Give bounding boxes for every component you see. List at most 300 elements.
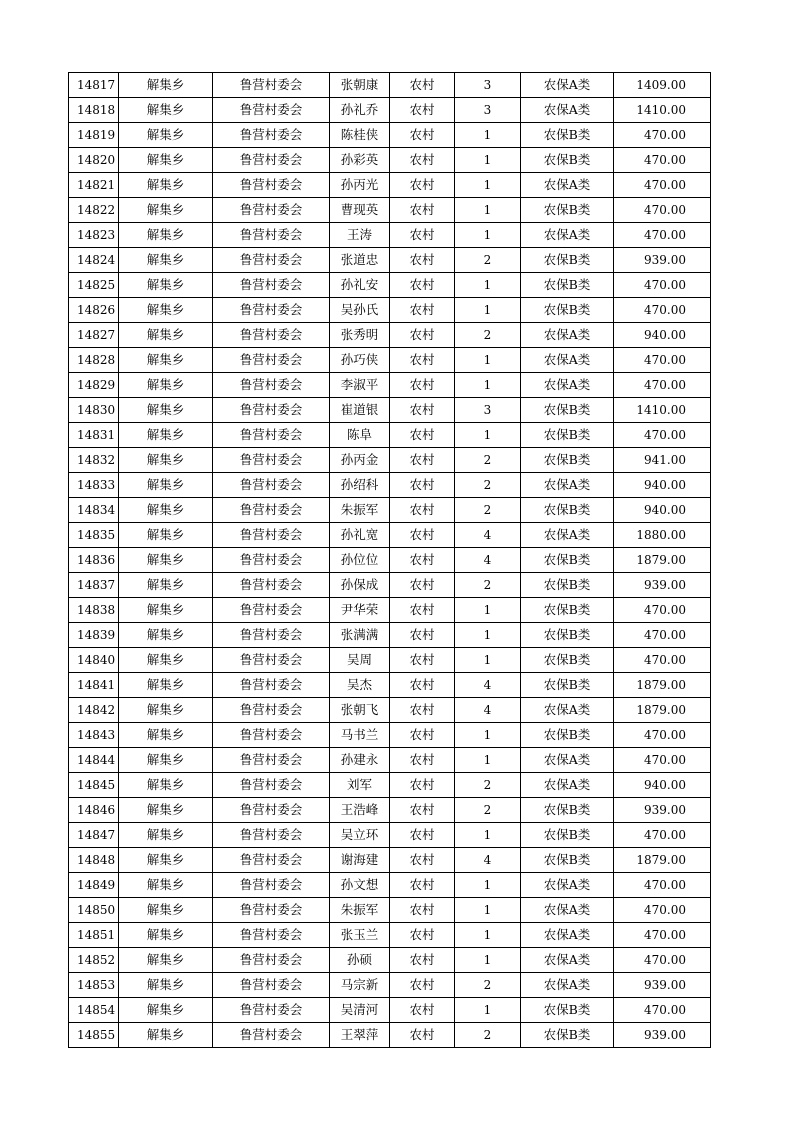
table-row [69,748,711,773]
cell-village-committee: 鲁营村委会 [213,998,330,1023]
cell-insurance-category: 农保B类 [521,598,614,623]
cell-township: 解集乡 [119,498,213,523]
cell-household-count: 4 [455,848,521,873]
cell-person-name: 张玉兰 [330,923,390,948]
cell-township: 解集乡 [119,223,213,248]
cell-amount: 1409.00 [614,73,711,98]
table-row [69,498,711,523]
table-row [69,648,711,673]
cell-village-committee: 鲁营村委会 [213,348,330,373]
cell-area-type: 农村 [390,923,455,948]
cell-household-count: 4 [455,548,521,573]
cell-insurance-category: 农保A类 [521,473,614,498]
cell-insurance-category: 农保A类 [521,98,614,123]
cell-village-committee: 鲁营村委会 [213,248,330,273]
cell-person-name: 吴立环 [330,823,390,848]
cell-amount: 470.00 [614,373,711,398]
cell-village-committee: 鲁营村委会 [213,598,330,623]
cell-insurance-category: 农保B类 [521,723,614,748]
cell-township: 解集乡 [119,398,213,423]
cell-person-name: 孙保成 [330,573,390,598]
cell-household-count: 2 [455,323,521,348]
cell-village-committee: 鲁营村委会 [213,923,330,948]
cell-household-count: 1 [455,748,521,773]
cell-person-name: 马书兰 [330,723,390,748]
cell-area-type: 农村 [390,398,455,423]
cell-village-committee: 鲁营村委会 [213,1023,330,1048]
cell-person-name: 吴孙氏 [330,298,390,323]
cell-amount: 1879.00 [614,848,711,873]
cell-person-name: 谢海建 [330,848,390,873]
cell-record-id: 14851 [69,923,119,948]
cell-amount: 470.00 [614,748,711,773]
cell-amount: 939.00 [614,798,711,823]
cell-amount: 470.00 [614,198,711,223]
cell-village-committee: 鲁营村委会 [213,173,330,198]
cell-amount: 470.00 [614,923,711,948]
cell-household-count: 1 [455,123,521,148]
cell-amount: 1879.00 [614,673,711,698]
cell-person-name: 吴清河 [330,998,390,1023]
cell-amount: 940.00 [614,498,711,523]
cell-village-committee: 鲁营村委会 [213,148,330,173]
cell-township: 解集乡 [119,948,213,973]
cell-area-type: 农村 [390,798,455,823]
cell-insurance-category: 农保A类 [521,73,614,98]
cell-person-name: 孙丙光 [330,173,390,198]
table-row [69,73,711,98]
cell-record-id: 14832 [69,448,119,473]
cell-person-name: 王涛 [330,223,390,248]
table-row [69,173,711,198]
cell-insurance-category: 农保B类 [521,648,614,673]
cell-household-count: 2 [455,248,521,273]
cell-amount: 470.00 [614,723,711,748]
cell-insurance-category: 农保B类 [521,123,614,148]
cell-household-count: 1 [455,898,521,923]
cell-township: 解集乡 [119,623,213,648]
table-row [69,398,711,423]
cell-township: 解集乡 [119,798,213,823]
cell-area-type: 农村 [390,273,455,298]
cell-village-committee: 鲁营村委会 [213,323,330,348]
cell-insurance-category: 农保A类 [521,373,614,398]
cell-record-id: 14836 [69,548,119,573]
cell-amount: 470.00 [614,348,711,373]
cell-amount: 470.00 [614,823,711,848]
cell-record-id: 14835 [69,523,119,548]
cell-record-id: 14840 [69,648,119,673]
cell-township: 解集乡 [119,423,213,448]
cell-record-id: 14853 [69,973,119,998]
cell-insurance-category: 农保A类 [521,898,614,923]
cell-amount: 470.00 [614,423,711,448]
cell-area-type: 农村 [390,348,455,373]
table-row [69,923,711,948]
cell-household-count: 3 [455,98,521,123]
cell-village-committee: 鲁营村委会 [213,223,330,248]
cell-person-name: 王浩峰 [330,798,390,823]
cell-record-id: 14828 [69,348,119,373]
cell-amount: 1410.00 [614,398,711,423]
cell-record-id: 14839 [69,623,119,648]
cell-area-type: 农村 [390,198,455,223]
cell-township: 解集乡 [119,773,213,798]
cell-village-committee: 鲁营村委会 [213,773,330,798]
cell-insurance-category: 农保B类 [521,498,614,523]
table-row [69,548,711,573]
cell-area-type: 农村 [390,598,455,623]
cell-record-id: 14837 [69,573,119,598]
cell-insurance-category: 农保B类 [521,798,614,823]
cell-record-id: 14850 [69,898,119,923]
cell-insurance-category: 农保A类 [521,173,614,198]
cell-household-count: 1 [455,223,521,248]
cell-person-name: 孙绍科 [330,473,390,498]
cell-area-type: 农村 [390,873,455,898]
cell-township: 解集乡 [119,673,213,698]
cell-township: 解集乡 [119,98,213,123]
cell-insurance-category: 农保B类 [521,148,614,173]
table-row [69,223,711,248]
cell-insurance-category: 农保B类 [521,573,614,598]
cell-person-name: 孙文想 [330,873,390,898]
cell-household-count: 1 [455,298,521,323]
cell-township: 解集乡 [119,598,213,623]
cell-amount: 941.00 [614,448,711,473]
cell-village-committee: 鲁营村委会 [213,498,330,523]
cell-household-count: 2 [455,973,521,998]
cell-record-id: 14848 [69,848,119,873]
cell-amount: 470.00 [614,123,711,148]
cell-village-committee: 鲁营村委会 [213,823,330,848]
cell-area-type: 农村 [390,498,455,523]
cell-insurance-category: 农保B类 [521,823,614,848]
table-row [69,948,711,973]
cell-area-type: 农村 [390,73,455,98]
cell-township: 解集乡 [119,523,213,548]
cell-household-count: 2 [455,798,521,823]
cell-township: 解集乡 [119,698,213,723]
cell-area-type: 农村 [390,373,455,398]
table-row [69,298,711,323]
cell-insurance-category: 农保A类 [521,223,614,248]
cell-insurance-category: 农保A类 [521,523,614,548]
cell-area-type: 农村 [390,623,455,648]
cell-township: 解集乡 [119,173,213,198]
table-row [69,573,711,598]
cell-insurance-category: 农保B类 [521,248,614,273]
table-row [69,598,711,623]
cell-household-count: 2 [455,573,521,598]
cell-area-type: 农村 [390,98,455,123]
cell-amount: 470.00 [614,148,711,173]
cell-household-count: 3 [455,398,521,423]
cell-area-type: 农村 [390,998,455,1023]
cell-township: 解集乡 [119,298,213,323]
cell-amount: 470.00 [614,273,711,298]
cell-township: 解集乡 [119,123,213,148]
cell-township: 解集乡 [119,473,213,498]
cell-person-name: 王翠萍 [330,1023,390,1048]
cell-village-committee: 鲁营村委会 [213,548,330,573]
cell-village-committee: 鲁营村委会 [213,423,330,448]
cell-area-type: 农村 [390,298,455,323]
cell-insurance-category: 农保B类 [521,198,614,223]
cell-amount: 939.00 [614,248,711,273]
cell-village-committee: 鲁营村委会 [213,448,330,473]
cell-record-id: 14841 [69,673,119,698]
cell-insurance-category: 农保B类 [521,423,614,448]
cell-person-name: 吴周 [330,648,390,673]
cell-insurance-category: 农保A类 [521,323,614,348]
cell-household-count: 1 [455,598,521,623]
cell-amount: 470.00 [614,998,711,1023]
cell-village-committee: 鲁营村委会 [213,523,330,548]
cell-household-count: 1 [455,273,521,298]
cell-township: 解集乡 [119,848,213,873]
cell-record-id: 14833 [69,473,119,498]
cell-village-committee: 鲁营村委会 [213,948,330,973]
cell-record-id: 14842 [69,698,119,723]
cell-record-id: 14818 [69,98,119,123]
cell-township: 解集乡 [119,973,213,998]
cell-person-name: 孙礼宽 [330,523,390,548]
cell-area-type: 农村 [390,773,455,798]
cell-household-count: 1 [455,948,521,973]
cell-amount: 939.00 [614,1023,711,1048]
cell-area-type: 农村 [390,573,455,598]
cell-record-id: 14825 [69,273,119,298]
cell-township: 解集乡 [119,248,213,273]
cell-record-id: 14852 [69,948,119,973]
cell-village-committee: 鲁营村委会 [213,473,330,498]
cell-record-id: 14826 [69,298,119,323]
cell-township: 解集乡 [119,748,213,773]
cell-household-count: 1 [455,423,521,448]
table-row [69,523,711,548]
table-row [69,323,711,348]
cell-insurance-category: 农保A类 [521,973,614,998]
cell-village-committee: 鲁营村委会 [213,623,330,648]
cell-person-name: 尹华荣 [330,598,390,623]
table-row [69,448,711,473]
table-row [69,473,711,498]
cell-village-committee: 鲁营村委会 [213,398,330,423]
cell-village-committee: 鲁营村委会 [213,848,330,873]
cell-person-name: 张秀明 [330,323,390,348]
cell-person-name: 孙彩英 [330,148,390,173]
cell-person-name: 朱振军 [330,498,390,523]
cell-insurance-category: 农保B类 [521,998,614,1023]
cell-village-committee: 鲁营村委会 [213,723,330,748]
cell-insurance-category: 农保B类 [521,1023,614,1048]
cell-area-type: 农村 [390,748,455,773]
cell-household-count: 3 [455,73,521,98]
cell-record-id: 14830 [69,398,119,423]
cell-area-type: 农村 [390,448,455,473]
cell-household-count: 1 [455,648,521,673]
cell-township: 解集乡 [119,1023,213,1048]
table-row [69,98,711,123]
cell-village-committee: 鲁营村委会 [213,373,330,398]
cell-township: 解集乡 [119,448,213,473]
cell-person-name: 孙丙金 [330,448,390,473]
cell-area-type: 农村 [390,973,455,998]
table-row [69,723,711,748]
table-row [69,698,711,723]
cell-area-type: 农村 [390,473,455,498]
cell-township: 解集乡 [119,723,213,748]
cell-area-type: 农村 [390,123,455,148]
cell-household-count: 1 [455,823,521,848]
cell-record-id: 14854 [69,998,119,1023]
cell-household-count: 1 [455,198,521,223]
cell-insurance-category: 农保B类 [521,273,614,298]
cell-person-name: 孙硕 [330,948,390,973]
cell-area-type: 农村 [390,723,455,748]
cell-area-type: 农村 [390,1023,455,1048]
cell-township: 解集乡 [119,573,213,598]
cell-area-type: 农村 [390,548,455,573]
cell-insurance-category: 农保B类 [521,548,614,573]
cell-record-id: 14847 [69,823,119,848]
cell-amount: 1410.00 [614,98,711,123]
cell-village-committee: 鲁营村委会 [213,798,330,823]
cell-area-type: 农村 [390,673,455,698]
cell-person-name: 刘军 [330,773,390,798]
cell-amount: 1879.00 [614,698,711,723]
cell-insurance-category: 农保A类 [521,348,614,373]
cell-record-id: 14846 [69,798,119,823]
cell-township: 解集乡 [119,198,213,223]
cell-household-count: 1 [455,873,521,898]
cell-household-count: 1 [455,998,521,1023]
cell-township: 解集乡 [119,923,213,948]
cell-person-name: 孙巧侠 [330,348,390,373]
cell-amount: 470.00 [614,898,711,923]
cell-record-id: 14845 [69,773,119,798]
cell-township: 解集乡 [119,648,213,673]
cell-amount: 940.00 [614,473,711,498]
cell-amount: 1879.00 [614,548,711,573]
cell-area-type: 农村 [390,698,455,723]
cell-amount: 940.00 [614,323,711,348]
cell-village-committee: 鲁营村委会 [213,698,330,723]
cell-insurance-category: 农保B类 [521,398,614,423]
cell-household-count: 1 [455,348,521,373]
cell-township: 解集乡 [119,348,213,373]
table-row [69,848,711,873]
table-row [69,873,711,898]
cell-area-type: 农村 [390,823,455,848]
cell-area-type: 农村 [390,848,455,873]
cell-household-count: 1 [455,148,521,173]
cell-amount: 470.00 [614,948,711,973]
cell-record-id: 14822 [69,198,119,223]
cell-amount: 470.00 [614,648,711,673]
cell-record-id: 14855 [69,1023,119,1048]
table-row [69,148,711,173]
cell-person-name: 陈桂侠 [330,123,390,148]
cell-village-committee: 鲁营村委会 [213,973,330,998]
cell-record-id: 14827 [69,323,119,348]
cell-amount: 939.00 [614,973,711,998]
data-table [68,72,711,1048]
cell-household-count: 2 [455,773,521,798]
cell-household-count: 4 [455,523,521,548]
cell-amount: 1880.00 [614,523,711,548]
cell-person-name: 马宗新 [330,973,390,998]
cell-area-type: 农村 [390,223,455,248]
cell-area-type: 农村 [390,948,455,973]
cell-village-committee: 鲁营村委会 [213,98,330,123]
cell-insurance-category: 农保B类 [521,848,614,873]
cell-area-type: 农村 [390,648,455,673]
cell-person-name: 张道忠 [330,248,390,273]
cell-township: 解集乡 [119,998,213,1023]
cell-record-id: 14834 [69,498,119,523]
table-row [69,673,711,698]
cell-household-count: 1 [455,723,521,748]
cell-township: 解集乡 [119,898,213,923]
cell-insurance-category: 农保B类 [521,448,614,473]
cell-area-type: 农村 [390,148,455,173]
cell-insurance-category: 农保B类 [521,673,614,698]
cell-village-committee: 鲁营村委会 [213,898,330,923]
cell-village-committee: 鲁营村委会 [213,673,330,698]
cell-insurance-category: 农保A类 [521,948,614,973]
cell-amount: 470.00 [614,873,711,898]
cell-household-count: 1 [455,173,521,198]
cell-household-count: 2 [455,498,521,523]
cell-person-name: 张朝康 [330,73,390,98]
cell-record-id: 14817 [69,73,119,98]
cell-village-committee: 鲁营村委会 [213,273,330,298]
cell-household-count: 2 [455,448,521,473]
cell-village-committee: 鲁营村委会 [213,648,330,673]
cell-amount: 470.00 [614,298,711,323]
cell-amount: 470.00 [614,598,711,623]
cell-insurance-category: 农保A类 [521,773,614,798]
cell-village-committee: 鲁营村委会 [213,123,330,148]
cell-township: 解集乡 [119,373,213,398]
cell-area-type: 农村 [390,523,455,548]
cell-person-name: 孙礼安 [330,273,390,298]
cell-village-committee: 鲁营村委会 [213,748,330,773]
cell-person-name: 孙位位 [330,548,390,573]
table-row [69,798,711,823]
cell-village-committee: 鲁营村委会 [213,73,330,98]
cell-village-committee: 鲁营村委会 [213,298,330,323]
cell-person-name: 张满满 [330,623,390,648]
cell-person-name: 崔道银 [330,398,390,423]
cell-area-type: 农村 [390,898,455,923]
cell-village-committee: 鲁营村委会 [213,198,330,223]
cell-insurance-category: 农保A类 [521,873,614,898]
cell-person-name: 李淑平 [330,373,390,398]
cell-village-committee: 鲁营村委会 [213,573,330,598]
cell-insurance-category: 农保A类 [521,698,614,723]
cell-household-count: 1 [455,923,521,948]
cell-person-name: 吴杰 [330,673,390,698]
table-row [69,273,711,298]
cell-township: 解集乡 [119,823,213,848]
table-row [69,898,711,923]
cell-household-count: 2 [455,473,521,498]
cell-household-count: 1 [455,623,521,648]
cell-record-id: 14838 [69,598,119,623]
